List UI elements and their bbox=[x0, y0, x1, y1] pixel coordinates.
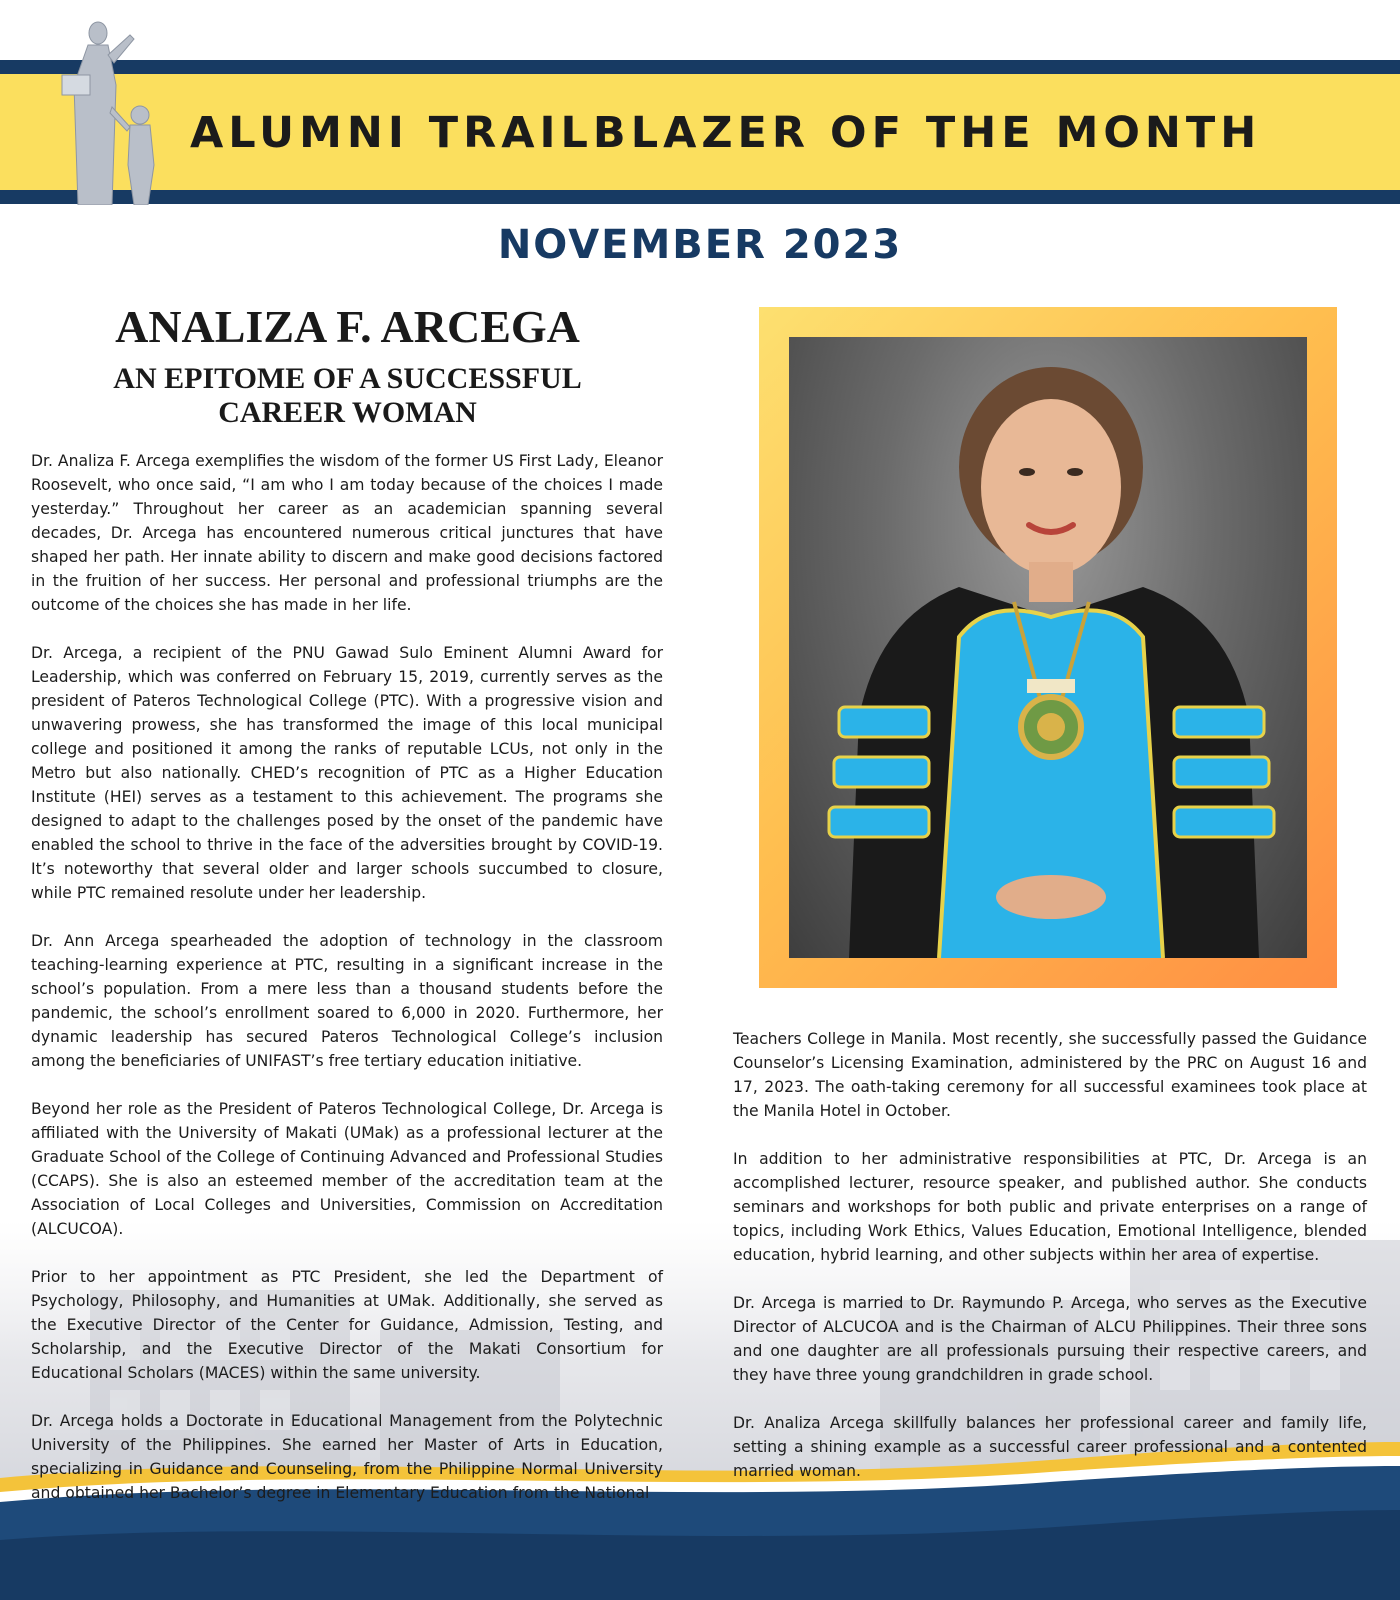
paragraph: In addition to her administrative responsibilities at PTC, Dr. Arcega is an accomplished lecturer, resource speaker, and published author. She conducts seminars and workshops for both public and private enterprises on a range of topics, including Work Ethics, Values Education, Emotional Intelligence, blended education, hybrid learning, and other subjects within her area of expertise. bbox=[733, 1150, 1367, 1264]
banner-title: ALUMNI TRAILBLAZER OF THE MONTH bbox=[190, 108, 1262, 158]
article-right-column bbox=[733, 1027, 1367, 1507]
article-subtitle bbox=[30, 362, 665, 430]
paragraph: Dr. Analiza F. Arcega exemplifies the wisdom of the former US First Lady, Eleanor Roosevelt, who once said, “I am who I am today because of the choices I made yesterday.” Throughout her career as an academician spanning several decades, Dr. Arcega has encountered numerous critical junctures that have shaped her path. Her innate ability to discern and make good decisions factored in the fruition of her success. Her personal and professional triumphs are the outcome of the choices she has made in her life. bbox=[31, 452, 663, 614]
portrait-photo bbox=[789, 337, 1307, 958]
oblation-statue-icon bbox=[50, 15, 190, 205]
article-left-column bbox=[31, 449, 663, 1529]
portrait-frame bbox=[759, 307, 1337, 988]
paragraph: Dr. Arcega holds a Doctorate in Educational Management from the Polytechnic University of the Philippines. She earned her Master of Arts in Education, specializing in Guidance and Counseling, from the Philippine Normal University and obtained her Bachelor’s degree in Elementary Education from the National bbox=[31, 1412, 663, 1502]
person-name: ANALIZA F. ARCEGA bbox=[115, 301, 580, 352]
subtitle-line-1: AN EPITOME OF A SUCCESSFUL bbox=[113, 362, 582, 395]
banner-bottom-stripe bbox=[0, 190, 1400, 204]
paragraph: Prior to her appointment as PTC President, she led the Department of Psychology, Philosophy, and Humanities at UMak. Additionally, she served as the Executive Director of the Center for Guidance, Admission, Testing, and Scholarship, and the Executive Director of the Makati Consortium for Educational Scholars (MACES) within the same university. bbox=[31, 1268, 663, 1382]
paragraph: Teachers College in Manila. Most recently, she successfully passed the Guidance Counselor’s Licensing Examination, administered by the PRC on August 16 and 17, 2023. The oath-taking ceremony for all successful examinees took place at the Manila Hotel in October. bbox=[733, 1030, 1367, 1120]
paragraph: Beyond her role as the President of Pateros Technological College, Dr. Arcega is affiliated with the University of Makati (UMak) as a professional lecturer at the Graduate School of the College of Continuing Advanced and Professional Studies (CCAPS). She is also an esteemed member of the accreditation team at the Association of Local Colleges and Universities, Commission on Accreditation (ALCUCOA). bbox=[31, 1100, 663, 1238]
graduate-portrait-icon bbox=[789, 337, 1307, 958]
subtitle-line-2: CAREER WOMAN bbox=[218, 396, 477, 429]
banner-top-stripe bbox=[0, 60, 1400, 74]
issue-month: NOVEMBER 2023 bbox=[497, 222, 903, 268]
paragraph: Dr. Arcega, a recipient of the PNU Gawad Sulo Eminent Alumni Award for Leadership, which was conferred on February 15, 2019, currently serves as the president of Pateros Technological College (PTC). With a progressive vision and unwavering prowess, she has transformed the image of this local municipal college and positioned it among the ranks of reputable LCUs, not only in the Metro but also nationally. CHED’s recognition of PTC as a Higher Education Institute (HEI) serves as a testament to this achievement. The programs she designed to adapt to the challenges posed by the onset of the pandemic have enabled the school to thrive in the face of the adversities brought by COVID-19. It’s noteworthy that several older and larger schools succumbed to closure, while PTC remained resolute under her leadership. bbox=[31, 644, 663, 902]
paragraph: Dr. Ann Arcega spearheaded the adoption of technology in the classroom teaching-learning experience at PTC, resulting in a significant increase in the school’s population. From a mere less than a thousand students before the pandemic, the school’s enrollment soared to 6,000 in 2020. Furthermore, her dynamic leadership has secured Pateros Technological College’s inclusion among the beneficiaries of UNIFAST’s free tertiary education initiative. bbox=[31, 932, 663, 1070]
paragraph: Dr. Analiza Arcega skillfully balances her professional career and family life, setting a shining example as a successful career professional and a contented married woman. bbox=[733, 1414, 1367, 1480]
paragraph: Dr. Arcega is married to Dr. Raymundo P. Arcega, who serves as the Executive Director of ALCUCOA and is the Chairman of ALCU Philippines. Their three sons and one daughter are all professionals pursuing their respective careers, and they have three young grandchildren in grade school. bbox=[733, 1294, 1367, 1384]
